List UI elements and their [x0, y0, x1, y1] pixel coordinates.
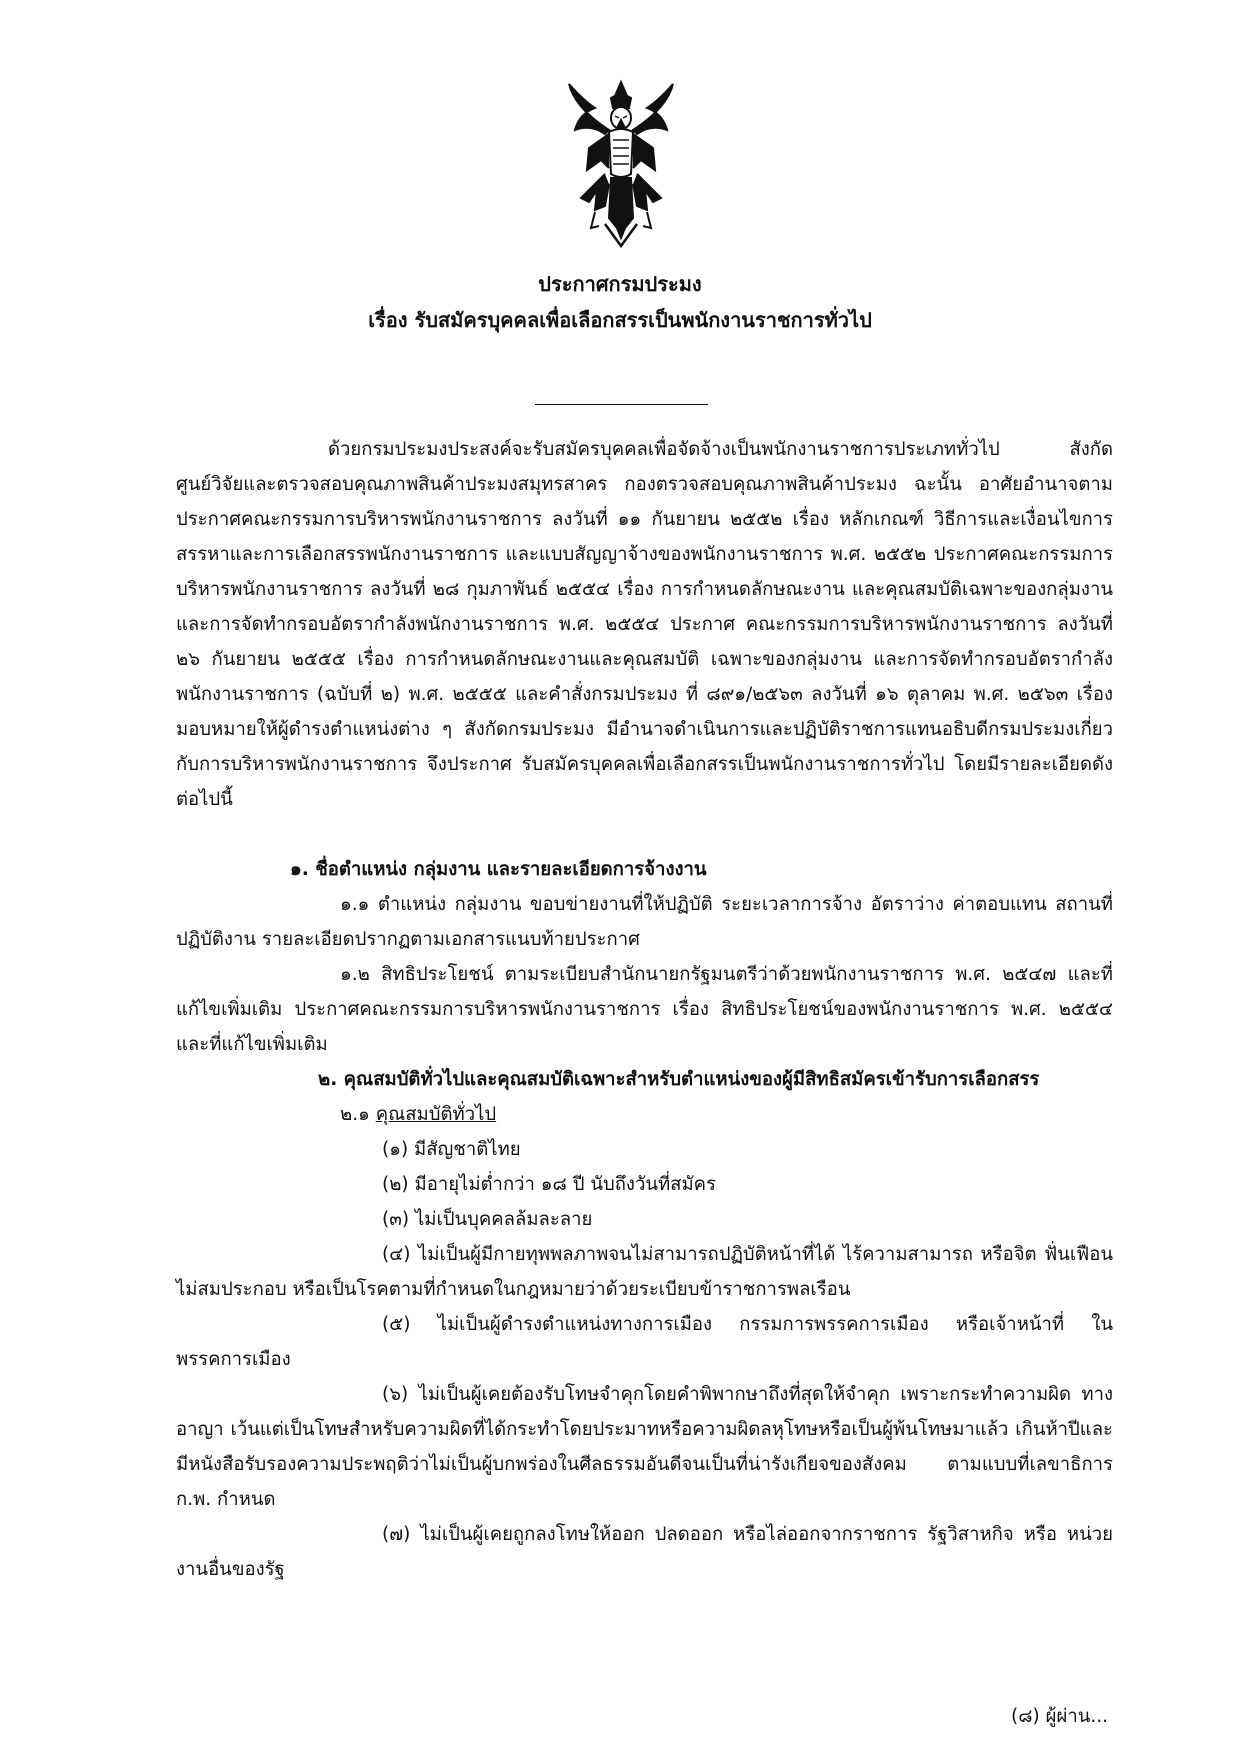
qualification-4: (๔) ไม่เป็นผู้มีกายทุพพลภาพจนไม่สามารถปฏิบัติหน้าที่ได้ ไร้ความสามารถ หรือจิต ฟั่นเฟือนไม่สมประกอบ หรือเป็นโรคตามที่กำหนดในกฎหมายว่าด้วยระเบียบข้าราชการพลเรือน: [176, 1244, 1113, 1300]
announcement-title: ประกาศกรมประมง: [538, 272, 702, 296]
qualification-2: (๒) มีอายุไม่ต่ำกว่า ๑๘ ปี นับถึงวันที่สมัคร: [382, 1174, 716, 1195]
garuda-emblem-icon: [565, 78, 677, 248]
section-1-item-1: ๑.๑ ตำแหน่ง กลุ่มงาน ขอบข่ายงานที่ให้ปฏิบัติ ระยะเวลาการจ้าง อัตราว่าง ค่าตอบแทน สถานที่ปฏิบัติงาน รายละเอียดปรากฏตามเอกสารแนบท้ายประกาศ: [176, 894, 1113, 950]
qualification-1: (๑) มีสัญชาติไทย: [382, 1139, 521, 1160]
intro-paragraph: ด้วยกรมประมงประสงค์จะรับสมัครบุคคลเพื่อจัดจ้างเป็นพนักงานราชการประเภททั่วไป สังกัดศูนย์วิจัยและตรวจสอบคุณภาพสินค้าประมงสมุทรสาคร กองตรวจสอบคุณภาพสินค้าประมง ฉะนั้น อาศัยอำนาจตามประกาศคณะกรรมการบริหารพนักงานราชการ ลงวันที่ ๑๑ กันยายน ๒๕๕๒ เรื่อง หลักเกณฑ์ วิธีการและเงื่อนไขการสรรหาและการเลือกสรรพนักงานราชการ และแบบสัญญาจ้างของพนักงานราชการ พ.ศ. ๒๕๕๒ ประกาศคณะกรรมการบริหารพนักงานราชการ ลงวันที่ ๒๘ กุมภาพันธ์ ๒๕๕๔ เรื่อง การกำหนดลักษณะงาน และคุณสมบัติเฉพาะของกลุ่มงานและการจัดทำกรอบอัตรากำลังพนักงานราชการ พ.ศ. ๒๕๕๔ ประกาศ คณะกรรมการบริหารพนักงานราชการ ลงวันที่ ๒๖ กันยายน ๒๕๕๕ เรื่อง การกำหนดลักษณะงานและคุณสมบัติ เฉพาะของกลุ่มงาน และการจัดทำกรอบอัตรากำลังพนักงานราชการ (ฉบับที่ ๒) พ.ศ. ๒๕๕๕ และคำสั่งกรมประมง ที่ ๘๙๑/๒๕๖๓ ลงวันที่ ๑๖ ตุลาคม พ.ศ. ๒๕๖๓ เรื่อง มอบหมายให้ผู้ดำรงตำแหน่งต่าง ๆ สังกัดกรมประมง มีอำนาจดำเนินการและปฏิบัติราชการแทนอธิบดีกรมประมงเกี่ยวกับการบริหารพนักงานราชการ จึงประกาศ รับสมัครบุคคลเพื่อเลือกสรรเป็นพนักงานราชการทั่วไป โดยมีรายละเอียดดังต่อไปนี้: [176, 439, 1113, 810]
section-2-heading: ๒. คุณสมบัติทั่วไปและคุณสมบัติเฉพาะสำหรับตำแหน่งของผู้มีสิทธิสมัครเข้ารับการเลือกสรร: [318, 1069, 1040, 1090]
section-1-item-2: ๑.๒ สิทธิประโยชน์ ตามระเบียบสำนักนายกรัฐมนตรีว่าด้วยพนักงานราชการ พ.ศ. ๒๕๔๗ และที่แก้ไขเพิ่มเติม ประกาศคณะกรรมการบริหารพนักงานราชการ เรื่อง สิทธิประโยชน์ของพนักงานราชการ พ.ศ. ๒๕๕๔ และที่แก้ไขเพิ่มเติม: [176, 964, 1113, 1055]
continuation-marker: (๘) ผู้ผ่าน...: [1011, 1705, 1108, 1727]
qualification-6: (๖) ไม่เป็นผู้เคยต้องรับโทษจำคุกโดยคำพิพากษาถึงที่สุดให้จำคุก เพราะกระทำความผิด ทางอาญา เว้นแต่เป็นโทษสำหรับความผิดที่ได้กระทำโดยประมาทหรือความผิดลหุโทษหรือเป็นผู้พ้นโทษมาแล้ว เกินห้าปีและมีหนังสือรับรองความประพฤติว่าไม่เป็นผู้บกพร่องในศีลธรรมอันดีจนเป็นที่น่ารังเกียจของสังคม ตามแบบที่เลขาธิการ ก.พ. กำหนด: [176, 1384, 1113, 1510]
qualification-7: (๗) ไม่เป็นผู้เคยถูกลงโทษให้ออก ปลดออก หรือไล่ออกจากราชการ รัฐวิสาหกิจ หรือ หน่วยงานอื่นของรัฐ: [176, 1524, 1113, 1580]
announcement-subject: เรื่อง รับสมัครบุคคลเพื่อเลือกสรรเป็นพนักงานราชการทั่วไป: [368, 308, 872, 332]
section-2-sub-1-number: ๒.๑: [340, 1104, 370, 1125]
section-2-sub-1: [340, 1097, 496, 1132]
qualification-5: (๕) ไม่เป็นผู้ดำรงตำแหน่งทางการเมือง กรรมการพรรคการเมือง หรือเจ้าหน้าที่ ในพรรคการเมือง: [176, 1314, 1113, 1370]
section-1-heading: ๑. ชื่อตำแหน่ง กลุ่มงาน และรายละเอียดการจ้างงาน: [290, 859, 707, 880]
section-2-sub-1-heading: คุณสมบัติทั่วไป: [375, 1104, 497, 1125]
qualification-3: (๓) ไม่เป็นบุคคลล้มละลาย: [382, 1209, 593, 1230]
title-divider: [535, 404, 708, 405]
